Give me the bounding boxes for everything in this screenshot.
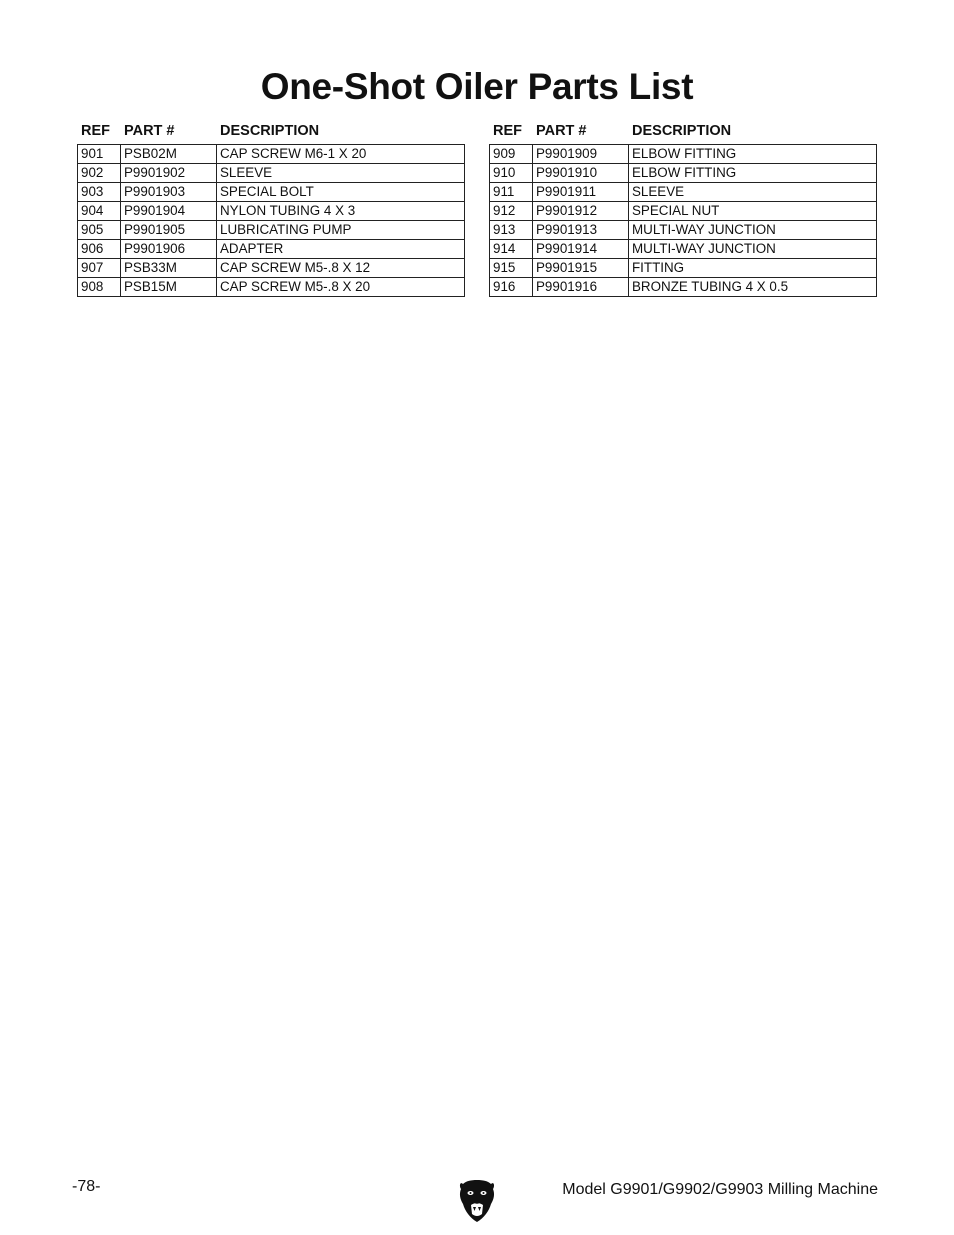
ref-cell: 913	[490, 221, 533, 240]
parts-table	[489, 144, 877, 297]
column-headers	[77, 120, 465, 144]
ref-cell: 914	[490, 240, 533, 259]
header-description: DESCRIPTION	[632, 123, 732, 139]
description-cell: ELBOW FITTING	[629, 164, 877, 183]
table-row	[490, 240, 877, 259]
part-number-cell: PSB33M	[121, 259, 217, 278]
page-title: One-Shot Oiler Parts List	[260, 66, 694, 107]
description-cell: CAP SCREW M5-.8 X 20	[217, 278, 465, 297]
part-number-cell: P9901916	[533, 278, 629, 297]
ref-cell: 908	[78, 278, 121, 297]
part-number-cell: P9901913	[533, 221, 629, 240]
description-cell: LUBRICATING PUMP	[217, 221, 465, 240]
part-number-cell: P9901911	[533, 183, 629, 202]
ref-cell: 915	[490, 259, 533, 278]
part-number-cell: P9901914	[533, 240, 629, 259]
description-cell: FITTING	[629, 259, 877, 278]
description-cell: ADAPTER	[217, 240, 465, 259]
parts-table-left	[77, 120, 465, 297]
bear-head-icon	[458, 1177, 496, 1223]
table-row	[490, 145, 877, 164]
parts-table	[77, 144, 465, 297]
table-row	[78, 145, 465, 164]
header-ref: REF	[493, 123, 522, 139]
part-number-cell: P9901909	[533, 145, 629, 164]
parts-table-right	[489, 120, 877, 297]
part-number-cell: P9901905	[121, 221, 217, 240]
ref-cell: 906	[78, 240, 121, 259]
ref-cell: 902	[78, 164, 121, 183]
table-row	[78, 259, 465, 278]
ref-cell: 905	[78, 221, 121, 240]
description-cell: SLEEVE	[629, 183, 877, 202]
model-name: Model G9901/G9902/G9903 Milling Machine	[562, 1181, 878, 1198]
ref-cell: 910	[490, 164, 533, 183]
header-ref: REF	[81, 123, 110, 139]
ref-cell: 912	[490, 202, 533, 221]
description-cell: NYLON TUBING 4 X 3	[217, 202, 465, 221]
ref-cell: 916	[490, 278, 533, 297]
table-row	[78, 278, 465, 297]
table-row	[78, 221, 465, 240]
table-row	[490, 202, 877, 221]
ref-cell: 901	[78, 145, 121, 164]
table-row	[490, 259, 877, 278]
ref-cell: 904	[78, 202, 121, 221]
description-cell: ELBOW FITTING	[629, 145, 877, 164]
part-number-cell: PSB02M	[121, 145, 217, 164]
description-cell: SPECIAL NUT	[629, 202, 877, 221]
description-cell: SLEEVE	[217, 164, 465, 183]
description-cell: CAP SCREW M6-1 X 20	[217, 145, 465, 164]
column-headers	[489, 120, 877, 144]
table-row	[78, 240, 465, 259]
table-row	[78, 164, 465, 183]
ref-cell: 907	[78, 259, 121, 278]
ref-cell: 911	[490, 183, 533, 202]
description-cell: MULTI-WAY JUNCTION	[629, 221, 877, 240]
table-row	[490, 164, 877, 183]
part-number-cell: P9901903	[121, 183, 217, 202]
table-row	[490, 183, 877, 202]
description-cell: BRONZE TUBING 4 X 0.5	[629, 278, 877, 297]
table-row	[490, 278, 877, 297]
table-row	[78, 183, 465, 202]
header-part: PART #	[536, 123, 587, 139]
part-number-cell: P9901910	[533, 164, 629, 183]
table-row	[78, 202, 465, 221]
part-number-cell: PSB15M	[121, 278, 217, 297]
ref-cell: 909	[490, 145, 533, 164]
description-cell: MULTI-WAY JUNCTION	[629, 240, 877, 259]
part-number-cell: P9901902	[121, 164, 217, 183]
part-number-cell: P9901906	[121, 240, 217, 259]
header-description: DESCRIPTION	[220, 123, 320, 139]
header-part: PART #	[124, 123, 175, 139]
page-number: -78-	[72, 1178, 101, 1195]
description-cell: CAP SCREW M5-.8 X 12	[217, 259, 465, 278]
description-cell: SPECIAL BOLT	[217, 183, 465, 202]
table-row	[490, 221, 877, 240]
part-number-cell: P9901904	[121, 202, 217, 221]
part-number-cell: P9901915	[533, 259, 629, 278]
part-number-cell: P9901912	[533, 202, 629, 221]
ref-cell: 903	[78, 183, 121, 202]
